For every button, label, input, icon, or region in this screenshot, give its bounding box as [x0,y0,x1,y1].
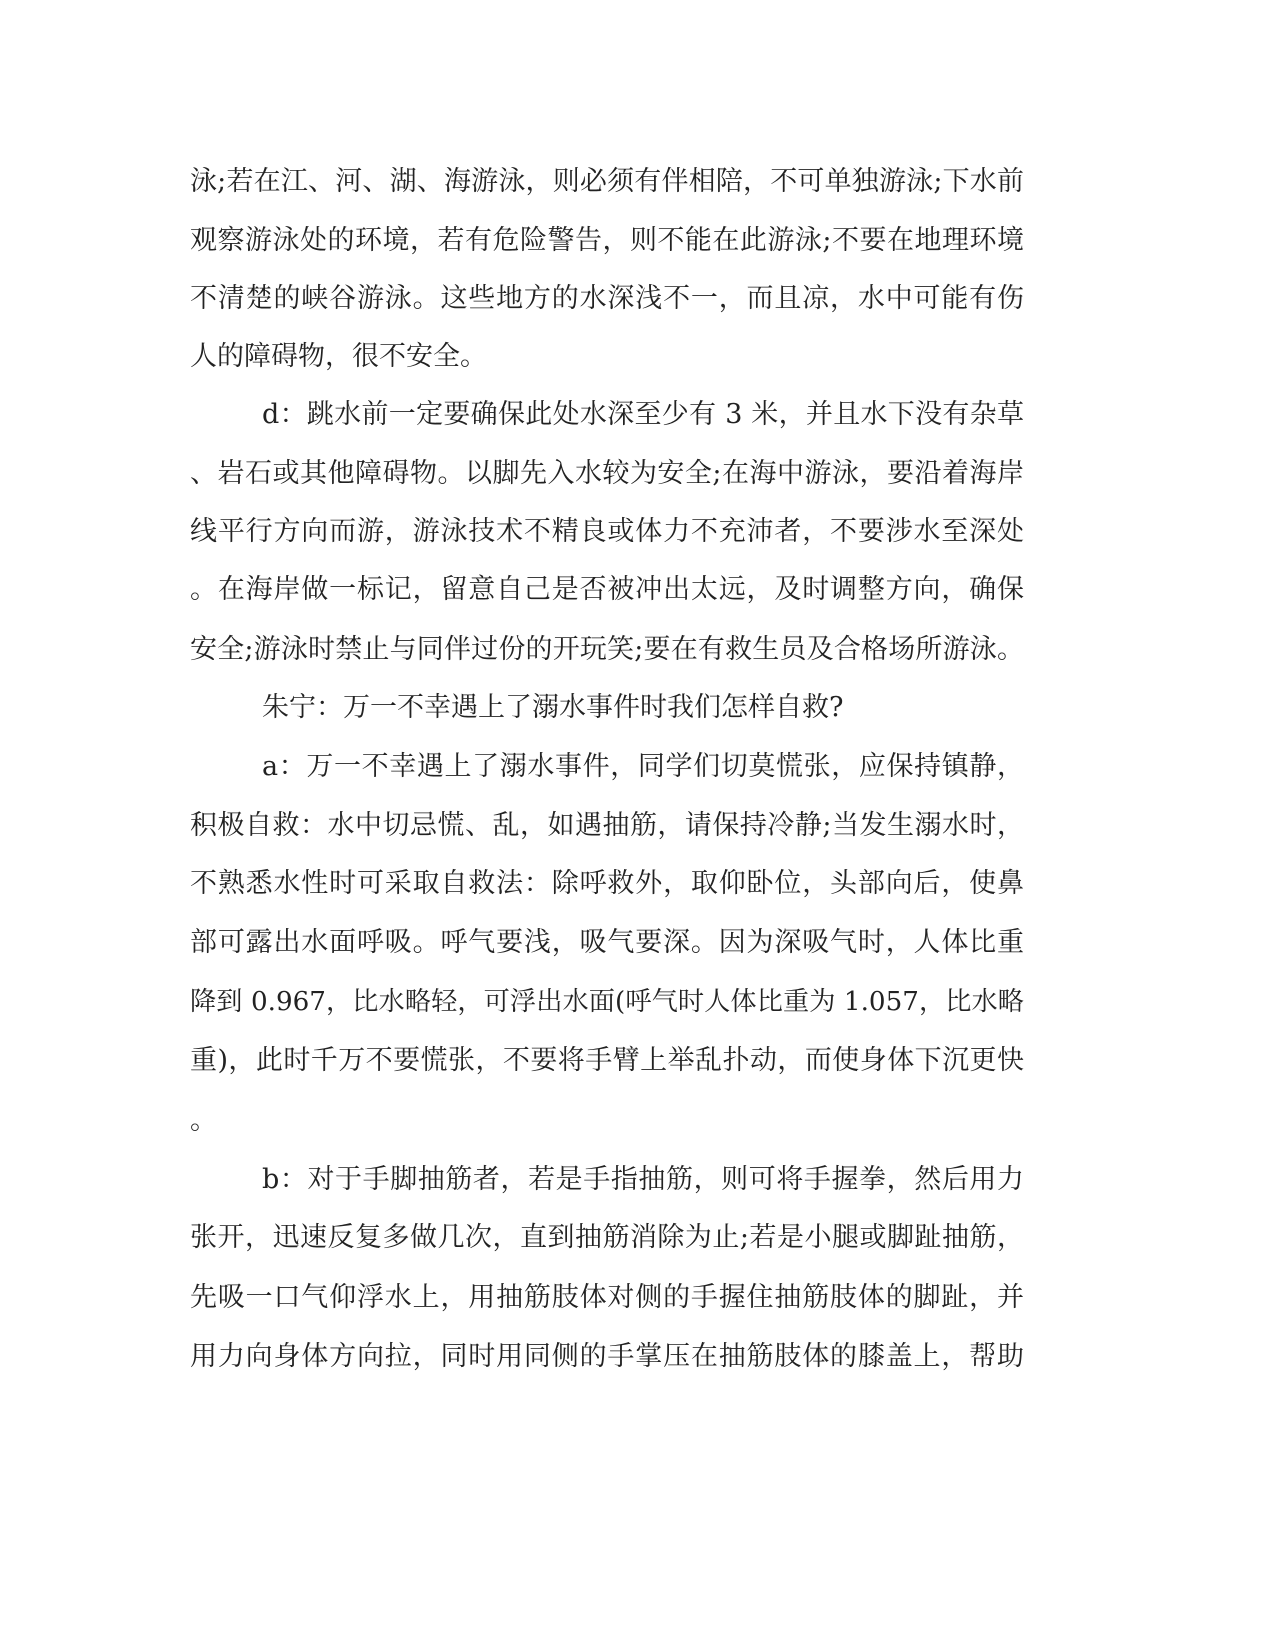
line-text: 降到 0.967，比水略轻，可浮出水面(呼气时人体比重为 1.057，比水略 [190,987,1024,1017]
text-line [0,385,1275,445]
text-line [0,1031,1275,1091]
line-text: 人的障碍物，很不安全。 [190,341,487,372]
line-text: 重)，此时千万不要慌张，不要将手臂上举乱扑动，而使身体下沉更快 [190,1045,1024,1076]
line-text: 用力向身体方向拉，同时用同侧的手掌压在抽筋肢体的膝盖上，帮助 [190,1341,1024,1372]
line-text: 积极自救：水中切忌慌、乱，如遇抽筋，请保持冷静;当发生溺水时， [190,810,1024,841]
line-text: b：对于手脚抽筋者，若是手指抽筋，则可将手握拳，然后用力 [262,1164,1024,1195]
text-line [0,327,1275,387]
line-text: 安全;游泳时禁止与同伴过份的开玩笑;要在有救生员及合格场所游泳。 [190,634,1024,665]
line-text: 张开，迅速反复多做几次，直到抽筋消除为止;若是小腿或脚趾抽筋， [190,1222,1024,1253]
text-line [0,1327,1275,1387]
text-line [0,678,1275,738]
text-line [0,620,1275,680]
text-line [0,737,1275,797]
text-line [0,502,1275,562]
line-text: 线平行方向而游，游泳技术不精良或体力不充沛者，不要涉水至深处 [190,516,1024,547]
line-text: 、岩石或其他障碍物。以脚先入水较为安全;在海中游泳，要沿着海岸 [190,458,1024,489]
text-line [0,560,1275,620]
text-line [0,913,1275,973]
line-text: 泳;若在江、河、湖、海游泳，则必须有伴相陪，不可单独游泳;下水前 [190,166,1024,197]
text-line [0,972,1275,1032]
line-text: 不清楚的峡谷游泳。这些地方的水深浅不一，而且凉，水中可能有伤 [190,283,1024,314]
text-line [0,444,1275,504]
line-text: 先吸一口气仰浮水上，用抽筋肢体对侧的手握住抽筋肢体的脚趾，并 [190,1282,1024,1313]
line-text: 不熟悉水性时可采取自救法：除呼救外，取仰卧位，头部向后，使鼻 [190,868,1024,899]
text-line [0,1091,1275,1151]
text-line [0,1150,1275,1210]
text-line [0,211,1275,271]
text-line [0,796,1275,856]
line-text: a：万一不幸遇上了溺水事件，同学们切莫慌张，应保持镇静， [262,751,1024,782]
text-line [0,152,1275,212]
line-text: d：跳水前一定要确保此处水深至少有 3 米，并且水下没有杂草 [262,399,1024,430]
text-line [0,1268,1275,1328]
line-text: 。在海岸做一标记，留意自己是否被冲出太远，及时调整方向，确保 [190,574,1024,605]
line-text: 部可露出水面呼吸。呼气要浅，吸气要深。因为深吸气时，人体比重 [190,927,1024,958]
text-line [0,269,1275,329]
line-text: 观察游泳处的环境，若有危险警告，则不能在此游泳;不要在地理环境 [190,225,1024,256]
text-line [0,854,1275,914]
line-text: 朱宁：万一不幸遇上了溺水事件时我们怎样自救? [262,692,844,723]
line-text: 。 [190,1105,217,1136]
text-line [0,1208,1275,1268]
